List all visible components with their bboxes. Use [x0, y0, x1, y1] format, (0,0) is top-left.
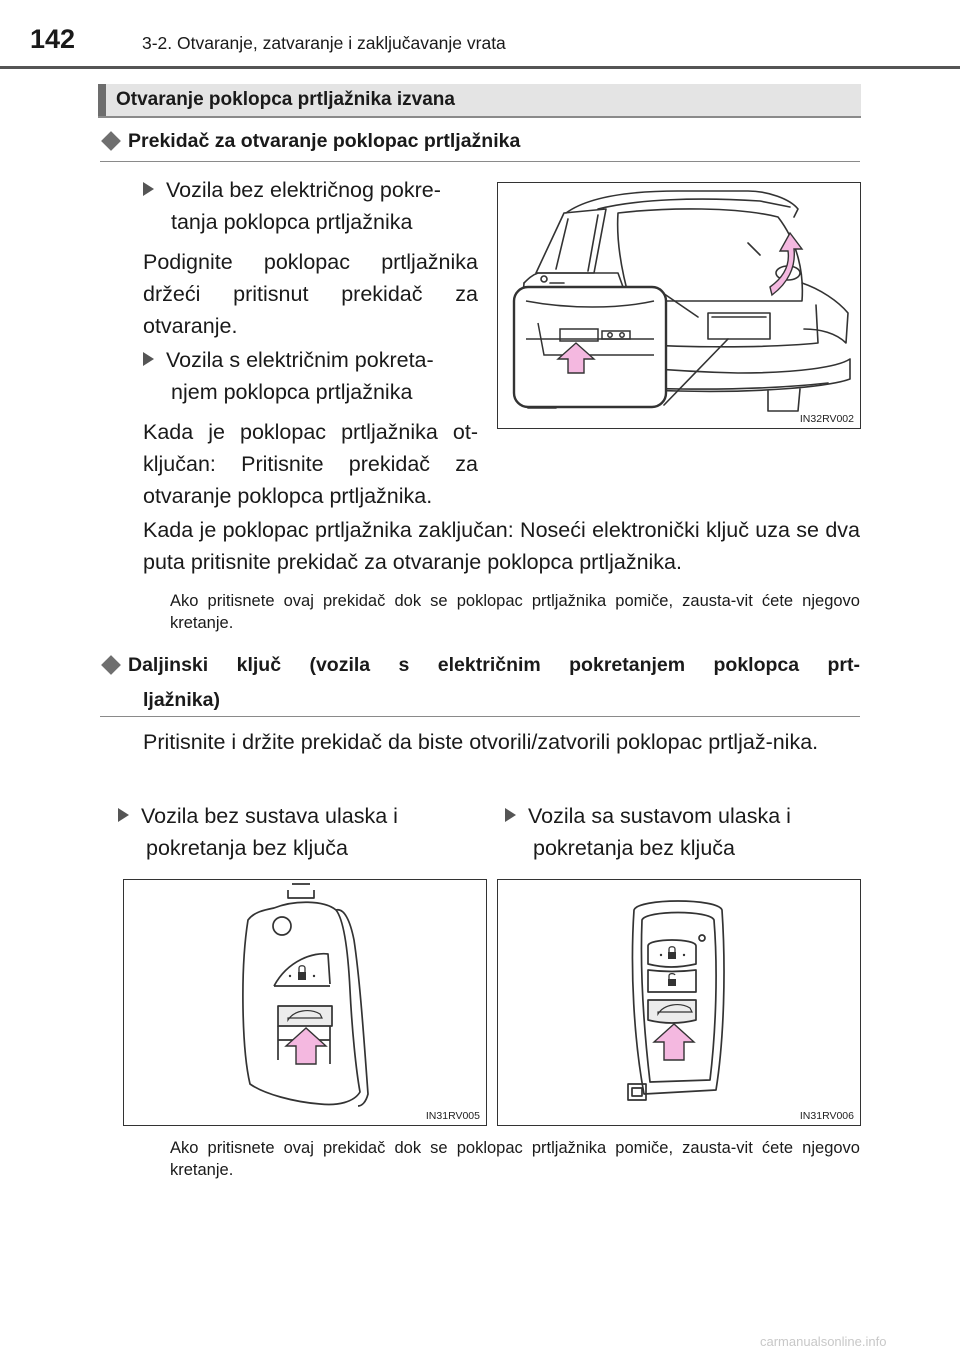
header-rule [0, 66, 960, 69]
subheading-remote-key: Daljinski ključ (vozila s električnim pokretanjem poklopca prt- ljažnika) [100, 648, 860, 718]
car-rear-illustration [498, 183, 861, 429]
section-accent [98, 84, 106, 116]
note-stop-movement-2: Ako pritisnete ovaj prekidač dok se poklopac prtljažnika pomiče, zausta-vit ćete njegovo kretanje. [170, 1139, 860, 1179]
paragraph-press-hold: Pritisnite i držite prekidač da biste otvorili/zatvorili poklopac prtljaž-nika. [143, 730, 819, 754]
subheading-rule [100, 161, 860, 162]
triangle-bullet-icon [505, 808, 516, 822]
figure-smart-key [497, 879, 861, 1126]
press-arrow-icon [286, 1028, 326, 1064]
figure-code: IN31RV005 [425, 1110, 480, 1122]
paragraph-locked: Kada je poklopac prtljažnika zaključan: Noseći elektronički ključ uza se dva puta pritisnite prekidač za otvaranje poklopca prtljažnika. [143, 518, 860, 574]
lift-arrow-icon [770, 233, 802, 295]
section-title: Otvaranje poklopca prtljažnika izvana [116, 89, 455, 110]
figure-car-rear [497, 182, 861, 429]
note-stop-movement: Ako pritisnete ovaj prekidač dok se poklopac prtljažnika pomiče, zausta-vit ćete njegovo kretanje. [170, 592, 860, 632]
label-without-smart-key: Vozila bez sustava ulaska i pokretanja bez ključa [118, 800, 478, 864]
diamond-icon [101, 131, 121, 151]
subheading-tailgate-switch [100, 124, 860, 159]
press-arrow-icon [654, 1024, 694, 1060]
subheading-rule [100, 716, 860, 717]
bullet-no-power-tailgate: Vozila bez električnog pokre- tanja poklopca prtljažnika [143, 174, 478, 238]
page-number: 142 [30, 24, 76, 54]
figure-flip-key [123, 879, 487, 1126]
smart-key-illustration [498, 880, 861, 1126]
subheading-text: Prekidač za otvaranje poklopac prtljažnika [128, 130, 521, 152]
triangle-bullet-icon [143, 182, 154, 196]
diamond-icon [101, 655, 121, 675]
triangle-bullet-icon [143, 352, 154, 366]
watermark: carmanualsonline.info [760, 1334, 887, 1349]
section-title-bar [98, 84, 861, 118]
triangle-bullet-icon [118, 808, 129, 822]
paragraph-unlocked: Kada je poklopac prtljažnika ot-ključan: Pritisnite prekidač za otvaranje poklopca prtljažnika. [143, 420, 478, 508]
paragraph-lift-tailgate: Podignite poklopac prtljažnika držeći pritisnut prekidač za otvaranje. [143, 250, 478, 338]
chapter-title: 3-2. Otvaranje, zatvaranje i zaključavanje vrata [142, 33, 506, 53]
flip-key-illustration [124, 880, 487, 1126]
figure-code: IN31RV006 [799, 1110, 854, 1122]
bullet-power-tailgate: Vozila s električnim pokreta- njem poklopca prtljažnika [143, 344, 478, 408]
label-with-smart-key: Vozila sa sustavom ulaska i pokretanja bez ključa [505, 800, 865, 864]
figure-code: IN32RV002 [799, 413, 854, 425]
